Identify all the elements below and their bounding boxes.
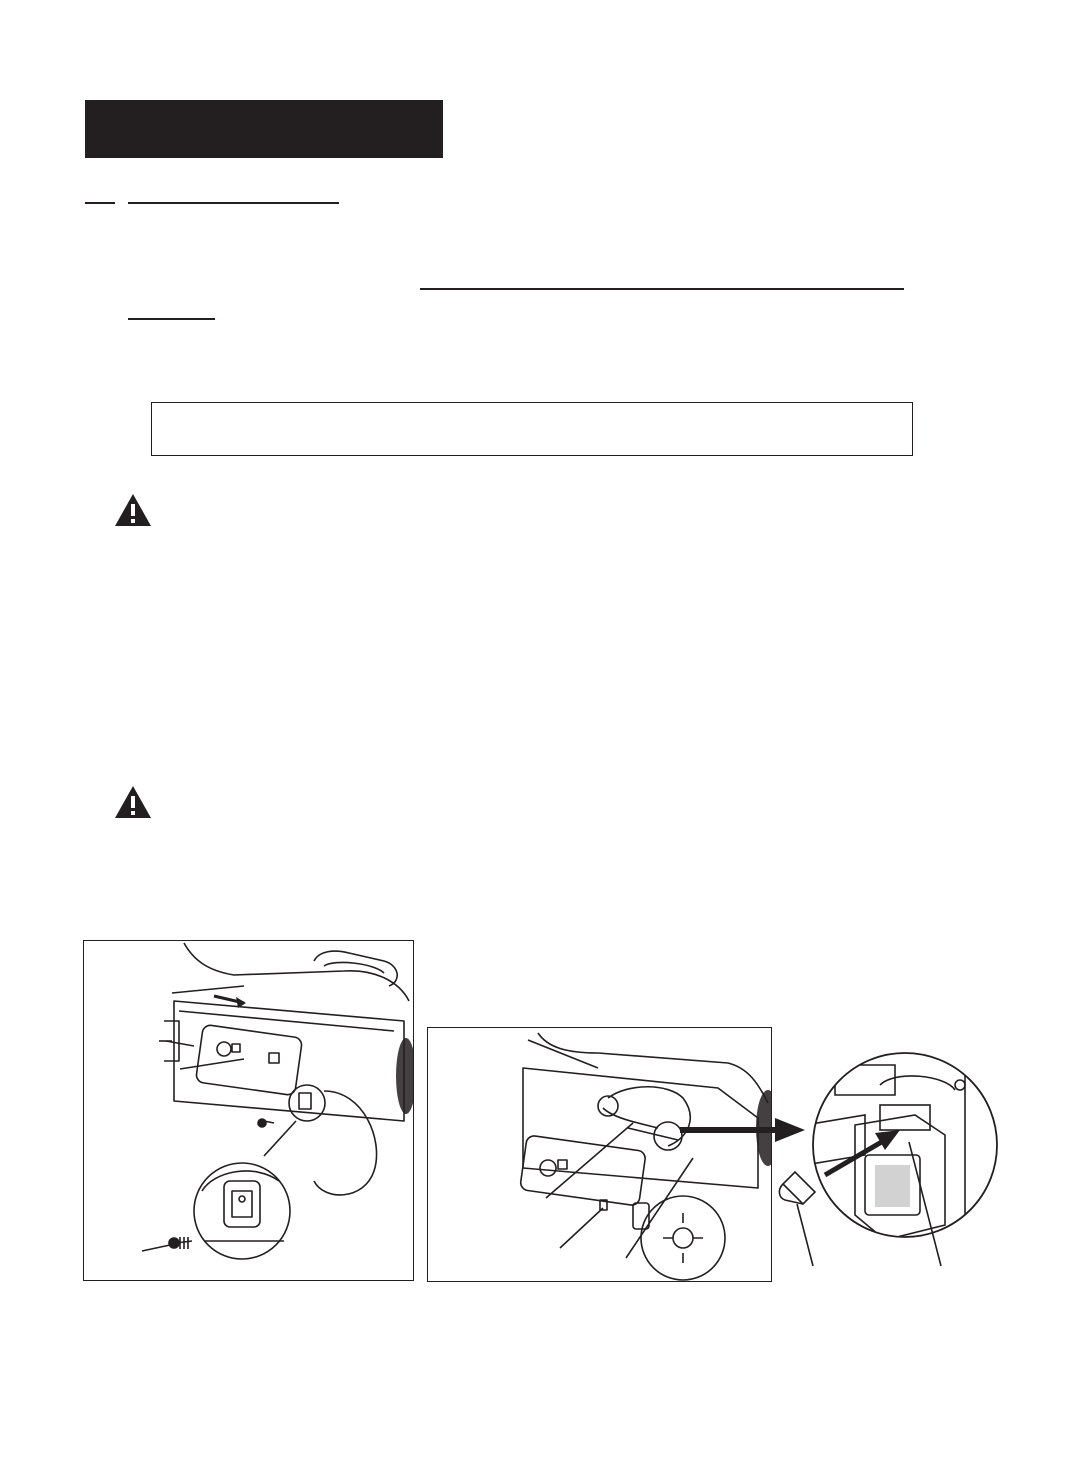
detail-leader-line (905, 1140, 945, 1270)
body-underline-long (420, 288, 904, 290)
figure-left (83, 940, 414, 1281)
heater-side-panel-illustration (84, 941, 414, 1281)
fuse-part-illustration (775, 1170, 825, 1270)
zoom-arrow (680, 1110, 810, 1150)
body-underline-short (128, 318, 215, 320)
subheading-underline-short (85, 202, 115, 204)
note-box (151, 402, 913, 456)
section-header-bar (85, 100, 443, 158)
subheading-underline (128, 202, 339, 204)
warning-triangle-icon (113, 784, 153, 820)
figure-right (427, 1027, 772, 1282)
warning-triangle-icon (113, 492, 153, 528)
heater-internal-wiring-illustration (428, 1028, 772, 1282)
